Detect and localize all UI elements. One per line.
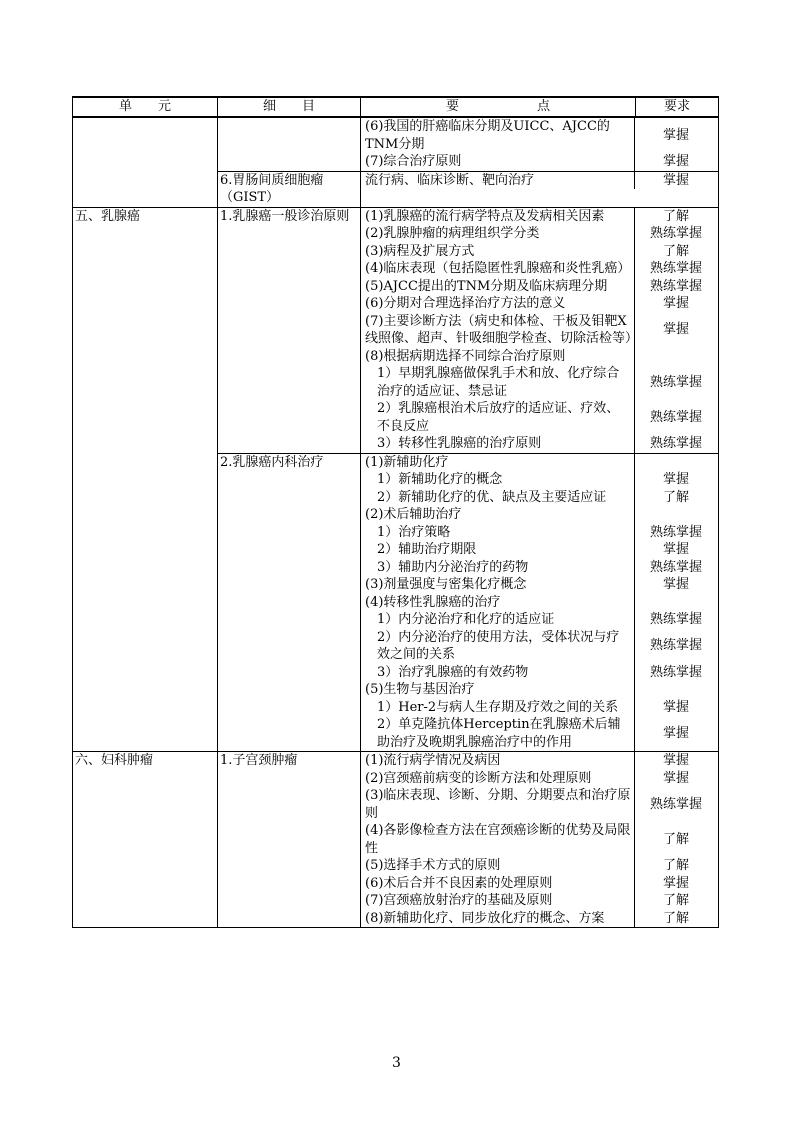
- point-item: [363, 787, 716, 822]
- topic-cell: 6.胃肠间质细胞瘤（GIST）: [218, 171, 361, 207]
- point-text: (6)我国的肝癌临床分期及UICC、AJCC的TNM分期: [365, 119, 610, 152]
- point-text: (5)生物与基因治疗: [365, 682, 475, 697]
- requirement-level: 掌握: [634, 541, 717, 559]
- point-text: 3）转移性乳腺癌的治疗原则: [377, 436, 542, 451]
- point-text: (2)乳腺肿瘤的病理组织学分类: [365, 226, 540, 241]
- point-item: [363, 822, 716, 857]
- point-item: [363, 875, 716, 893]
- point-item: [363, 278, 716, 296]
- point-text: (3)病程及扩展方式: [365, 243, 475, 259]
- requirement-level: [634, 681, 717, 699]
- points-cell: [361, 453, 719, 752]
- point-item: [363, 172, 716, 190]
- table-row: [73, 752, 719, 928]
- point-text: 3）辅助内分泌治疗的药物: [377, 559, 529, 575]
- syllabus-table: [72, 96, 719, 928]
- header-points: 要 点: [361, 97, 636, 117]
- requirement-level: 掌握: [634, 752, 717, 770]
- requirement-level: 了解: [634, 910, 717, 928]
- point-text: (1)流行病学情况及病因: [365, 753, 501, 768]
- page-number: 3: [392, 1055, 401, 1071]
- point-text: 3）治疗乳腺癌的有效药物: [377, 664, 529, 680]
- point-item: [363, 752, 716, 770]
- point-item: [363, 243, 716, 261]
- requirement-level: 掌握: [634, 770, 717, 788]
- point-text: (4)转移性乳腺癌的治疗: [365, 594, 501, 610]
- requirement-level: 熟练掌握: [634, 365, 717, 400]
- point-text: 1）治疗策略: [377, 524, 451, 540]
- point-text: (5)选择手术方式的原则: [365, 858, 501, 873]
- point-text: (1)乳腺癌的流行病学特点及发病相关因素: [365, 208, 605, 224]
- point-text: (4)临床表现（包括隐匿性乳腺癌和炎性乳癌）: [365, 261, 631, 276]
- requirement-level: 掌握: [634, 172, 717, 190]
- point-item: [363, 892, 716, 910]
- requirement-level: 掌握: [634, 118, 717, 153]
- point-text: (2)宫颈癌前病变的诊断方法和处理原则: [365, 770, 592, 786]
- requirement-level: 掌握: [634, 471, 717, 489]
- point-item: [363, 365, 716, 400]
- point-text: (3)剂量强度与密集化疗概念: [365, 577, 527, 592]
- point-item: [363, 225, 716, 243]
- header-unit: 单 元: [73, 97, 218, 117]
- point-text: 1）Her-2与病人生存期及疗效之间的关系: [377, 699, 619, 715]
- header-topic: 细 目: [218, 97, 361, 117]
- requirement-level: 掌握: [634, 153, 717, 171]
- topic-cell: 1.子宫颈肿瘤: [218, 752, 361, 928]
- requirement-level: 了解: [634, 892, 717, 910]
- unit-cell: 六、妇科肿瘤: [73, 752, 218, 928]
- point-item: [363, 208, 716, 226]
- requirement-level: 熟练掌握: [634, 787, 717, 822]
- header-requirement: 要求: [636, 97, 719, 117]
- point-item: [363, 260, 716, 278]
- point-text: (7)主要诊断方法（病史和体检、干板及钼靶X线照像、超声、针吸细胞学检查、切除活检等）: [365, 313, 639, 346]
- point-text: 1）新辅助化疗的概念: [377, 472, 503, 487]
- point-item: [363, 489, 716, 507]
- point-text: (3)临床表现、诊断、分期、分期要点和治疗原则: [365, 788, 631, 821]
- requirement-level: 熟练掌握: [634, 524, 717, 542]
- point-item: [363, 471, 716, 489]
- point-text: (8)根据病期选择不同综合治疗原则: [365, 348, 566, 364]
- unit-cell: 五、乳腺癌: [73, 207, 218, 752]
- point-item: [363, 506, 716, 524]
- points-cell: [361, 207, 719, 453]
- point-item: [363, 541, 716, 559]
- requirement-level: 了解: [634, 857, 717, 875]
- requirement-level: [634, 506, 717, 524]
- requirement-level: 熟练掌握: [634, 611, 717, 629]
- point-text: 2）内分泌治疗的使用方法，受体状况与疗效之间的关系: [377, 629, 620, 662]
- point-item: [363, 681, 716, 699]
- point-item: [363, 524, 716, 542]
- point-text: 2）辅助治疗期限: [377, 542, 477, 557]
- point-text: (6)术后合并不良因素的处理原则: [365, 875, 553, 891]
- point-text: (4)各影像检查方法在宫颈癌诊断的优势及局限性: [365, 823, 631, 856]
- requirement-level: 掌握: [634, 295, 717, 313]
- requirement-level: [634, 594, 717, 612]
- requirement-level: 掌握: [634, 699, 717, 717]
- table-body: [73, 117, 719, 928]
- point-item: [363, 770, 716, 788]
- requirement-level: 掌握: [634, 313, 717, 348]
- point-item: [363, 716, 716, 751]
- point-item: [363, 594, 716, 612]
- requirement-level: [634, 348, 717, 366]
- requirement-level: 了解: [634, 208, 717, 226]
- requirement-level: 熟练掌握: [634, 278, 717, 296]
- requirement-level: 熟练掌握: [634, 225, 717, 243]
- point-item: [363, 699, 716, 717]
- point-text: (8)新辅助化疗、同步放化疗的概念、方案: [365, 910, 605, 926]
- point-item: [363, 435, 716, 453]
- point-item: [363, 857, 716, 875]
- point-item: [363, 559, 716, 577]
- topic-cell: 1.乳腺癌一般诊治原则: [218, 207, 361, 453]
- requirement-level: 熟练掌握: [634, 629, 717, 664]
- requirement-level: 了解: [634, 489, 717, 507]
- requirement-level: 了解: [634, 822, 717, 857]
- point-item: [363, 153, 716, 171]
- requirement-level: 掌握: [634, 716, 717, 751]
- point-item: [363, 576, 716, 594]
- point-item: [363, 400, 716, 435]
- point-text: (7)宫颈癌放射治疗的基础及原则: [365, 893, 553, 908]
- table-row: [73, 117, 719, 171]
- table-header: [73, 97, 719, 117]
- point-text: 2）新辅助化疗的优、缺点及主要适应证: [377, 489, 607, 505]
- topic-cell: [218, 117, 361, 171]
- point-item: [363, 629, 716, 664]
- point-item: [363, 611, 716, 629]
- requirement-level: 掌握: [634, 576, 717, 594]
- point-item: [363, 313, 716, 348]
- requirement-level: 熟练掌握: [634, 664, 717, 682]
- requirement-level: 熟练掌握: [634, 435, 717, 453]
- point-item: [363, 295, 716, 313]
- point-text: 2）乳腺癌根治术后放疗的适应证、疗效、不良反应: [377, 401, 620, 434]
- point-text: 1）早期乳腺癌做保乳手术和放、化疗综合治疗的适应证、禁忌证: [377, 366, 620, 399]
- point-text: 流行病、临床诊断、靶向治疗: [365, 172, 535, 188]
- requirement-level: 熟练掌握: [634, 400, 717, 435]
- point-text: 1）内分泌治疗和化疗的适应证: [377, 612, 555, 627]
- point-item: [363, 910, 716, 928]
- requirement-level: 熟练掌握: [634, 260, 717, 278]
- point-item: [363, 118, 716, 153]
- point-item: [363, 348, 716, 366]
- unit-cell: [73, 117, 218, 207]
- point-item: [363, 664, 716, 682]
- requirement-level: [634, 454, 717, 472]
- topic-cell: 2.乳腺癌内科治疗: [218, 453, 361, 752]
- point-text: 2）单克隆抗体Herceptin在乳腺癌术后辅助治疗及晚期乳腺癌治疗中的作用: [377, 717, 621, 750]
- points-cell: [361, 752, 719, 928]
- point-text: (1)新辅助化疗: [365, 454, 449, 470]
- point-text: (5)AJCC提出的TNM分期及临床病理分期: [365, 278, 608, 294]
- points-cell: [361, 171, 719, 207]
- points-cell: [361, 117, 719, 171]
- requirement-level: 熟练掌握: [634, 559, 717, 577]
- point-item: [363, 454, 716, 472]
- requirement-level: 了解: [634, 243, 717, 261]
- point-text: (6)分期对合理选择治疗方法的意义: [365, 296, 566, 311]
- table-row: [73, 207, 719, 453]
- requirement-level: 掌握: [634, 875, 717, 893]
- point-text: (7)综合治疗原则: [365, 154, 462, 169]
- point-text: (2)术后辅助治疗: [365, 507, 462, 522]
